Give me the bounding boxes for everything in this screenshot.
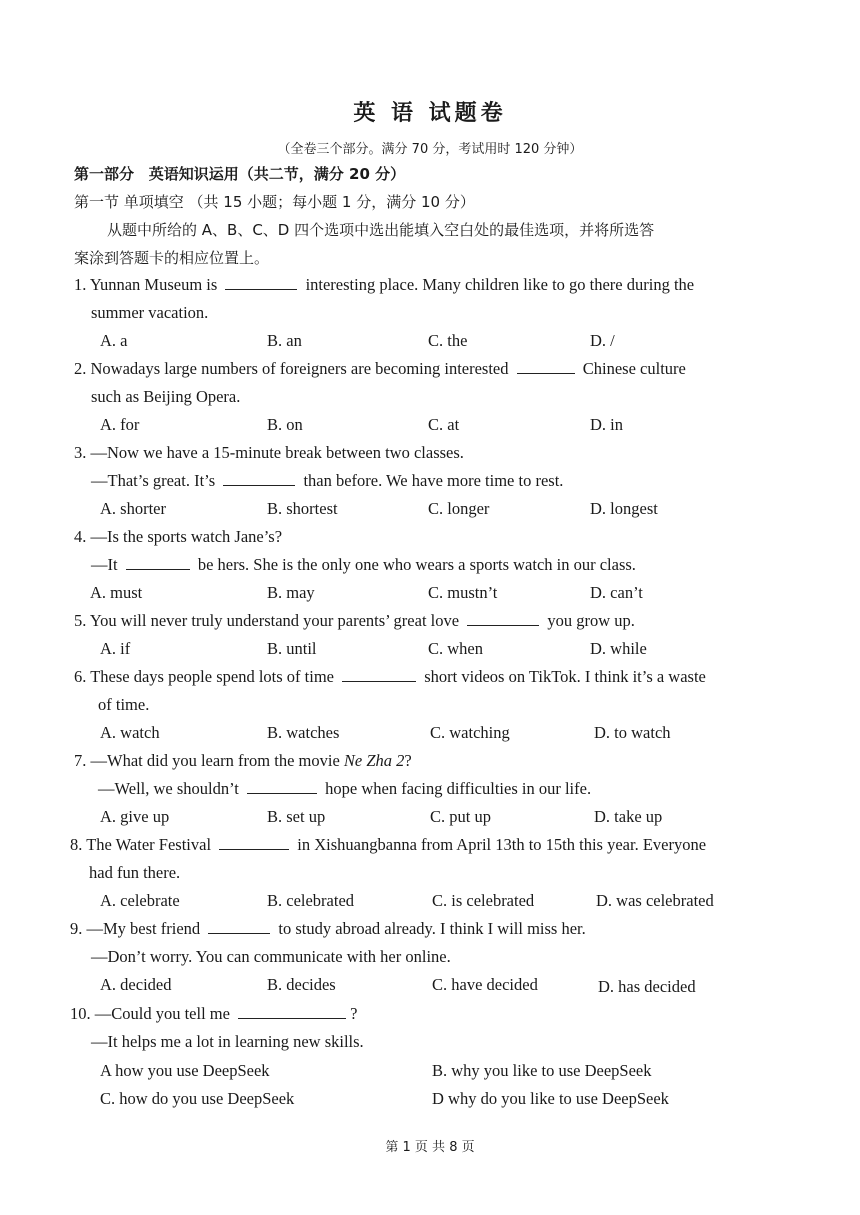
- answer-blank: [238, 1004, 346, 1019]
- option-a: A. a: [100, 331, 128, 350]
- answer-blank: [517, 359, 575, 374]
- option-d: D. while: [590, 639, 647, 658]
- question-stem: short videos on TikTok. I think it’s a waste: [424, 667, 706, 686]
- question-3: [74, 443, 464, 463]
- part-name: 英语知识运用（共二节，满分 20 分）: [148, 165, 406, 183]
- option-a: A. watch: [100, 723, 160, 742]
- question-stem: to study abroad already. I think I will miss her.: [278, 919, 586, 938]
- answer-blank: [219, 835, 289, 850]
- question-2-cont: such as Beijing Opera.: [91, 387, 241, 406]
- question-number: 3.: [74, 443, 87, 462]
- question-stem: —What did you learn from the movie: [90, 751, 340, 770]
- answer-blank: [208, 919, 270, 934]
- option-a: A how you use DeepSeek: [100, 1061, 270, 1080]
- part-label: 第一部分: [74, 165, 135, 183]
- option-b: B. an: [267, 331, 302, 350]
- question-stem: interesting place. Many children like to go there during the: [305, 275, 695, 294]
- question-3-reply: [91, 471, 563, 491]
- page-subtitle: （全卷三个部分。满分 70 分，考试用时 120 分钟）: [277, 142, 583, 157]
- answer-blank: [247, 779, 317, 794]
- question-9-reply: —Don’t worry. You can communicate with her online.: [91, 947, 451, 966]
- option-b: B. on: [267, 415, 303, 434]
- question-number: 9.: [70, 919, 83, 938]
- question-stem: —Now we have a 15-minute break between two classes.: [90, 443, 464, 462]
- question-stem: The Water Festival: [86, 835, 212, 854]
- question-stem: —My best friend: [86, 919, 201, 938]
- question-number: 7.: [74, 751, 87, 770]
- option-d: D. /: [590, 331, 615, 350]
- question-2: [74, 359, 686, 379]
- question-4-reply: [91, 555, 636, 575]
- answer-blank: [467, 611, 539, 626]
- movie-title: Ne Zha 2: [343, 751, 405, 770]
- option-c: C. watching: [430, 723, 510, 742]
- option-d: D. take up: [594, 807, 663, 826]
- question-stem: You will never truly understand your parents’ great love: [89, 611, 460, 630]
- question-stem: —It: [91, 555, 118, 574]
- option-a: A. decided: [100, 975, 172, 994]
- part-heading: [74, 163, 405, 184]
- option-c: C. when: [428, 639, 483, 658]
- option-c: C. longer: [428, 499, 490, 518]
- question-stem: Yunnan Museum is: [89, 275, 218, 294]
- answer-blank: [225, 275, 297, 290]
- question-stem: —That’s great. It’s: [91, 471, 216, 490]
- question-number: 10.: [70, 1004, 91, 1023]
- question-8: [70, 835, 706, 855]
- question-10-reply: —It helps me a lot in learning new skills.: [91, 1032, 364, 1051]
- question-stem: you grow up.: [547, 611, 635, 630]
- question-number: 6.: [74, 667, 87, 686]
- question-number: 8.: [70, 835, 83, 854]
- option-a: A. give up: [100, 807, 170, 826]
- option-c: C. at: [428, 415, 460, 434]
- question-1-cont: summer vacation.: [91, 303, 209, 322]
- option-a: A. shorter: [100, 499, 166, 518]
- question-number: 2.: [74, 359, 87, 378]
- question-stem: —Well, we shouldn’t: [98, 779, 239, 798]
- option-d: D. was celebrated: [596, 891, 714, 910]
- question-stem: Nowadays large numbers of foreigners are becoming interested: [90, 359, 509, 378]
- question-stem: in Xishuangbanna from April 13th to 15th this year. Everyone: [297, 835, 707, 854]
- page-number: 第 1 页 共 8 页: [385, 1140, 475, 1155]
- instructions-line-2: 案涂到答题卡的相应位置上。: [74, 249, 270, 267]
- option-b: B. decides: [267, 975, 336, 994]
- option-b: B. may: [267, 583, 315, 602]
- option-c: C. is celebrated: [432, 891, 535, 910]
- option-a: A. if: [100, 639, 131, 658]
- question-4: [74, 527, 282, 547]
- question-mark: ?: [350, 1004, 358, 1023]
- question-stem: —Is the sports watch Jane’s?: [90, 527, 283, 546]
- question-1: [74, 275, 694, 295]
- option-b: B. until: [267, 639, 317, 658]
- option-b: B. why you like to use DeepSeek: [432, 1061, 652, 1080]
- question-number: 5.: [74, 611, 87, 630]
- option-d: D. has decided: [598, 977, 696, 996]
- option-c: C. have decided: [432, 975, 538, 994]
- question-stem: hope when facing difficulties in our life.: [325, 779, 592, 798]
- question-stem: —Could you tell me: [94, 1004, 230, 1023]
- question-7: [74, 751, 412, 771]
- option-a: A. for: [100, 415, 140, 434]
- option-d: D why do you like to use DeepSeek: [432, 1089, 669, 1108]
- question-5: [74, 611, 635, 631]
- question-number: 1.: [74, 275, 87, 294]
- option-d: D. to watch: [594, 723, 671, 742]
- question-6: [74, 667, 706, 687]
- question-stem: be hers. She is the only one who wears a sports watch in our class.: [197, 555, 636, 574]
- question-stem: Chinese culture: [582, 359, 686, 378]
- option-b: B. watches: [267, 723, 340, 742]
- section-heading: 第一节 单项填空 （共 15 小题；每小题 1 分，满分 10 分）: [74, 193, 475, 211]
- question-stem: than before. We have more time to rest.: [303, 471, 564, 490]
- option-c: C. how do you use DeepSeek: [100, 1089, 295, 1108]
- question-8-cont: had fun there.: [89, 863, 181, 882]
- option-d: D. longest: [590, 499, 658, 518]
- answer-blank: [342, 667, 416, 682]
- option-d: D. in: [590, 415, 623, 434]
- answer-blank: [126, 555, 190, 570]
- question-stem: These days people spend lots of time: [90, 667, 334, 686]
- question-number: 4.: [74, 527, 87, 546]
- question-6-cont: of time.: [98, 695, 150, 714]
- option-b: B. set up: [267, 807, 326, 826]
- option-b: B. shortest: [267, 499, 338, 518]
- option-c: C. the: [428, 331, 468, 350]
- option-c: C. mustn’t: [428, 583, 498, 602]
- option-a: A. celebrate: [100, 891, 180, 910]
- option-d: D. can’t: [590, 583, 643, 602]
- answer-blank: [223, 471, 295, 486]
- question-mark: ?: [404, 751, 412, 770]
- option-a: A. must: [90, 583, 143, 602]
- instructions-line-1: 从题中所给的 A、B、C、D 四个选项中选出能填入空白处的最佳选项，并将所选答: [107, 221, 655, 239]
- question-9: [70, 919, 586, 939]
- option-c: C. put up: [430, 807, 491, 826]
- question-7-reply: [98, 779, 591, 799]
- page-title: 英 语 试题卷: [353, 101, 507, 126]
- question-10: [70, 1004, 357, 1024]
- option-b: B. celebrated: [267, 891, 355, 910]
